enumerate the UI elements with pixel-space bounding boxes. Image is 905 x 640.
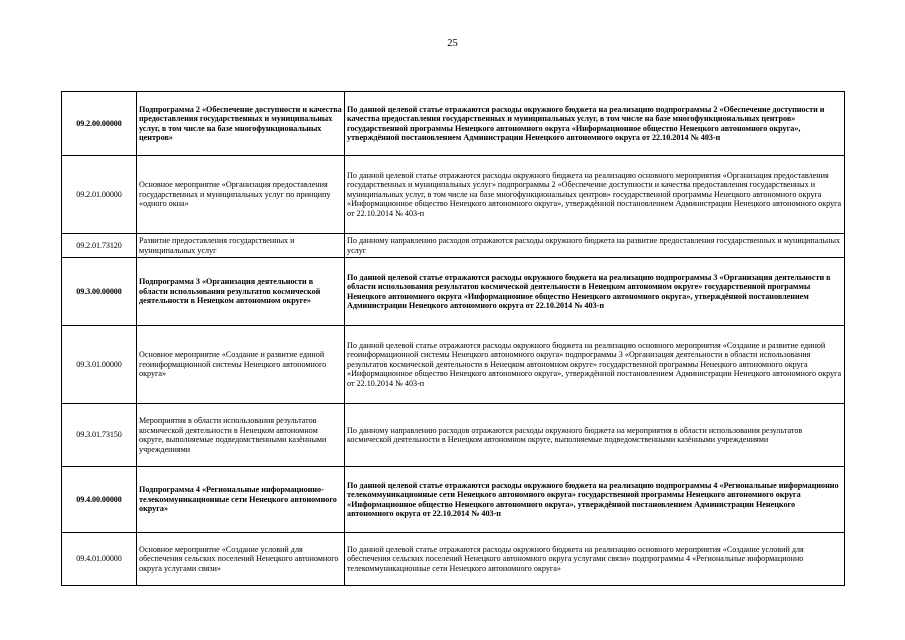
row-name-cell: Основное мероприятие «Создание условий для обеспечения сельских поселений Ненецкого автономного округа услугами связи» [137,533,345,586]
row-code-cell: 09.3.01.00000 [62,326,137,404]
row-description-cell: По данной целевой статье отражаются расходы окружного бюджета на реализацию основного мероприятия «Создание и развитие единой геоинформационной системы Ненецкого автономного округа» подпрограммы 3 «Организация деятельности в области использования результатов космической деятельности в Ненецком автономном округе» государственной программы Ненецкого автономного округа «Информационное общество Ненецкого автономного округа», утверждённой постановлением Администрации Ненецкого автономного округа от 22.10.2014 № 403-п [345,326,845,404]
row-name-cell: Подпрограмма 3 «Организация деятельности в области использования результатов космической деятельности в Ненецком автономном округе» [137,258,345,326]
row-name-cell: Мероприятия в области использования результатов космической деятельности в Ненецком автономном округе, выполняемые подведомственными казёнными учреждениями [137,404,345,467]
table-row [62,533,845,586]
row-description-cell: По данной целевой статье отражаются расходы окружного бюджета на реализацию подпрограммы 4 «Региональные информационно телекоммуникационные сети Ненецкого автономного округа» государственной программы Ненецкого автономного округа «Информационное общество Ненецкого автономного округа», утверждённой постановлением Администрации Ненецкого автономного округа от 22.10.2014 № 403-п [345,467,845,533]
page-number: 25 [447,38,458,49]
row-name-cell: Основное мероприятие «Создание и развитие единой геоинформационной системы Ненецкого автономного округа» [137,326,345,404]
row-name-cell: Развитие предоставления государственных и муниципальных услуг [137,234,345,258]
row-description-cell: По данной целевой статье отражаются расходы окружного бюджета на реализацию подпрограммы 2 «Обеспечение доступности и качества предоставления государственных и муниципальных услуг, в том числе на базе многофункциональных центров» государственной программы Ненецкого автономного округа «Информационное общество Ненецкого автономного округа», утверждённой постановлением Администрации Ненецкого автономного округа от 22.10.2014 № 403-п [345,92,845,156]
table-body [62,92,845,586]
row-code-cell: 09.3.00.00000 [62,258,137,326]
table-row [62,326,845,404]
row-name-cell: Подпрограмма 4 «Региональные информационно-телекоммуникационные сети Ненецкого автономного округа» [137,467,345,533]
table-row [62,234,845,258]
row-name-cell: Основное мероприятие «Организация предоставления государственных и муниципальных услуг по принципу «одного окна» [137,156,345,234]
row-description-cell: По данной целевой статье отражаются расходы окружного бюджета на реализацию подпрограммы 3 «Организация деятельности в области использования результатов космической деятельности в Ненецком автономном округе» государственной программы Ненецкого автономного округа «Информационное общество Ненецкого автономного округа», утверждённой постановлением Администрации Ненецкого автономного округа от 22.10.2014 № 403-п [345,258,845,326]
row-code-cell: 09.2.01.00000 [62,156,137,234]
row-code-cell: 09.4.01.00000 [62,533,137,586]
row-description-cell: По данной целевой статье отражаются расходы окружного бюджета на реализацию основного мероприятия «Организация предоставления государственных и муниципальных услуг» подпрограммы 2 «Обеспечение доступности и качества предоставления государственных и муниципальных услуг, в том числе на базе многофункциональных центров» государственной программы Ненецкого автономного округа «Информационное общество Ненецкого автономного округа», утверждённой постановлением Администрации Ненецкого автономного округа от 22.10.2014 № 403-п [345,156,845,234]
row-code-cell: 09.2.00.00000 [62,92,137,156]
row-code-cell: 09.2.01.73120 [62,234,137,258]
table-row [62,467,845,533]
row-code-cell: 09.4.00.00000 [62,467,137,533]
table-row [62,258,845,326]
row-code-cell: 09.3.01.73150 [62,404,137,467]
row-name-cell: Подпрограмма 2 «Обеспечение доступности и качества предоставления государственных и муниципальных услуг, в том числе на базе многофункциональных центров» [137,92,345,156]
row-description-cell: По данной целевой статье отражаются расходы окружного бюджета на реализацию основного мероприятия «Создание условий для обеспечения сельских поселений Ненецкого автономного округа услугами связи» подпрограммы 4 «Региональные информационно телекоммуникационные сети Ненецкого автономного округа» [345,533,845,586]
table-row [62,92,845,156]
row-description-cell: По данному направлению расходов отражаются расходы окружного бюджета на мероприятия в области использования результатов космической деятельности в Ненецком автономном округе, выполняемые подведомственными казёнными учреждениями [345,404,845,467]
table-row [62,156,845,234]
table-row [62,404,845,467]
row-description-cell: По данному направлению расходов отражаются расходы окружного бюджета на развитие предоставления государственных и муниципальных услуг [345,234,845,258]
budget-classification-table [61,91,845,586]
